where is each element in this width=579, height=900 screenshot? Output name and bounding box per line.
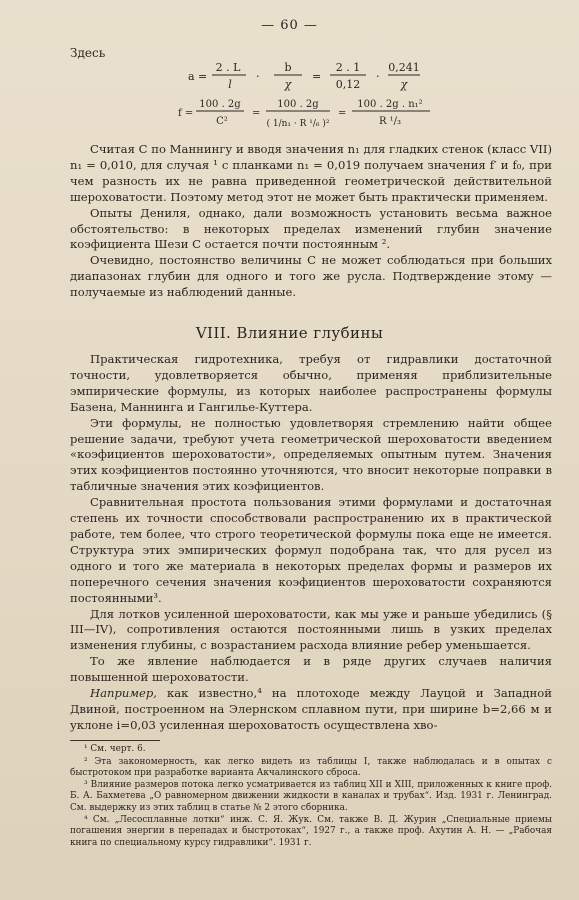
formula-block	[178, 58, 560, 138]
formula1-eq: =	[312, 70, 322, 83]
formula2-t2-den: ( 1/n₁ · R ¹/₆ )²	[266, 119, 330, 129]
formula2-eq1: =	[252, 108, 261, 119]
formula-line-2	[178, 99, 430, 129]
footnotes	[70, 744, 552, 849]
formula2-t3-num: 100 . 2g . n₁²	[357, 99, 423, 110]
footnote: ⁴ См. „Лесосплавные лотки“ инж. С. Я. Жук. См. также В. Д. Журин „Специальные приемы погашения энергии в перепадах и быстротоках“, 1927 г., а также проф. Ахутин А. Н. — „Рабочая книга по специальному курсу гидравлики“. 1931 г.	[70, 814, 552, 848]
formula1-lhs: a =	[188, 70, 208, 83]
formula1-dot1: ·	[256, 70, 260, 83]
formula1-t4-num: 0,241	[388, 61, 420, 74]
paragraph: Для лотков усиленной шероховатости, как мы уже и раньше убедились (§ III—IV), сопротивления остаются постоянными лишь в узких пределах изменения глубины, с возрастанием расхода влияние ребер уменьшается.	[70, 606, 552, 653]
paragraph: Считая C по Маннингу и вводя значения n₁ для гладких стенок (класс VII) n₁ = 0,010, для случая ¹ с планками n₁ = 0,019 получаем значения f′ и f₀, при чем разность их не равна приведенной геометрической действительной шероховатости. Поэтому метод этот не может быть практически применяем.	[70, 142, 552, 204]
formula2-lhs: f =	[178, 108, 194, 119]
formula2-t2-num: 100 . 2g	[277, 99, 319, 110]
text-block-before-heading	[70, 142, 552, 301]
paragraph: Эти формулы, не полностью удовлетворяя стремлению найти общее решение задачи, требуют учета геометрической шероховатости введением «коэфициентов шероховатости», определяемых опытным путем. Значения этих коэфициентов постоянно уточняются, что вносит некоторые поправки в табличные значения этих коэфициентов.	[70, 415, 552, 494]
footnote: ² Эта закономерность, как легко видеть из таблицы I, также наблюдалась и в опытах с быстротоком при разработке варианта Акчалинского сброса.	[70, 756, 552, 779]
footnote-divider	[70, 740, 160, 741]
formula2-eq2: =	[338, 108, 347, 119]
paragraph: Опыты Дениля, однако, дали возможность установить весьма важное обстоятельство: в некоторых пределах изменений глубин значение коэфициента Шези C остается почти постоянным ².	[70, 205, 552, 252]
paragraph: Практическая гидротехника, требуя от гидравлики достаточной точности, удовлетворяется обычно, применяя приблизительные эмпирические формулы, из которых наиболее распространены формулы Базена, Маннинга и Гангилье-Куттера.	[70, 352, 552, 414]
formula1-dot2: ·	[376, 70, 380, 83]
formula2-t3-den: R ¹/₃	[378, 116, 402, 127]
example-text: как известно,⁴ на плотоходе между Лауцой и Западной Двиной, построенном на Элернском сплавном пути, при ширине b=2,66 м и уклоне i=0,03 усиленная шероховатость осуществлена хво-	[70, 686, 552, 732]
paragraph	[70, 686, 552, 734]
page-number: — 60 —	[261, 18, 318, 33]
formula1-t2-den: χ	[284, 78, 292, 91]
formula1-t3-den: 0,12	[335, 78, 361, 91]
formula1-t2-num: b	[284, 61, 292, 74]
formula1-t1-den: l	[228, 78, 232, 91]
formula2-t1-den: C²	[216, 116, 228, 127]
example-lead: Например,	[90, 686, 157, 701]
formula1-t1-num: 2 . L	[215, 61, 241, 74]
paragraph: Сравнительная простота пользования этими формулами и достаточная степень их точности способствовали распространению их в практической работе, тем более, что строго теоретической формулы пока еще не имеется. Структура этих эмпирических формул подобрана так, что для русел из одного и того же материала в некоторых пределах формы и размеров их поперечного сечения значения коэфициентов шероховатости сохраняются постоянными³.	[70, 495, 552, 605]
footnote: ³ Влияние размеров потока легко усматривается из таблиц XII и XIII, приложенных к книге проф. Б. А. Бахметева „О равномерном движении жидкости в каналах и трубах“. Изд. 1931 г. Ленинград. См. выдержку из этих таблиц в статье № 2 этого сборника.	[70, 779, 552, 813]
intro-word: Здесь	[70, 46, 106, 60]
formula1-t4-den: χ	[400, 78, 408, 91]
formula2-t1-num: 100 . 2g	[199, 99, 241, 110]
paragraph: Очевидно, постоянство величины C не может соблюдаться при больших диапазонах глубин для одного и того же русла. Подтверждение этому — получаемые из наблюдений данные.	[70, 253, 552, 300]
footnote: ¹ См. черт. 6.	[84, 744, 146, 754]
paragraph: То же явление наблюдается и в ряде других случаев наличия повышенной шероховатости.	[70, 654, 552, 685]
section-heading: VIII. Влияние глубины	[195, 324, 384, 342]
formula-line-1	[188, 61, 420, 91]
formula1-t3-num: 2 . 1	[335, 61, 361, 74]
section-body	[70, 352, 552, 734]
